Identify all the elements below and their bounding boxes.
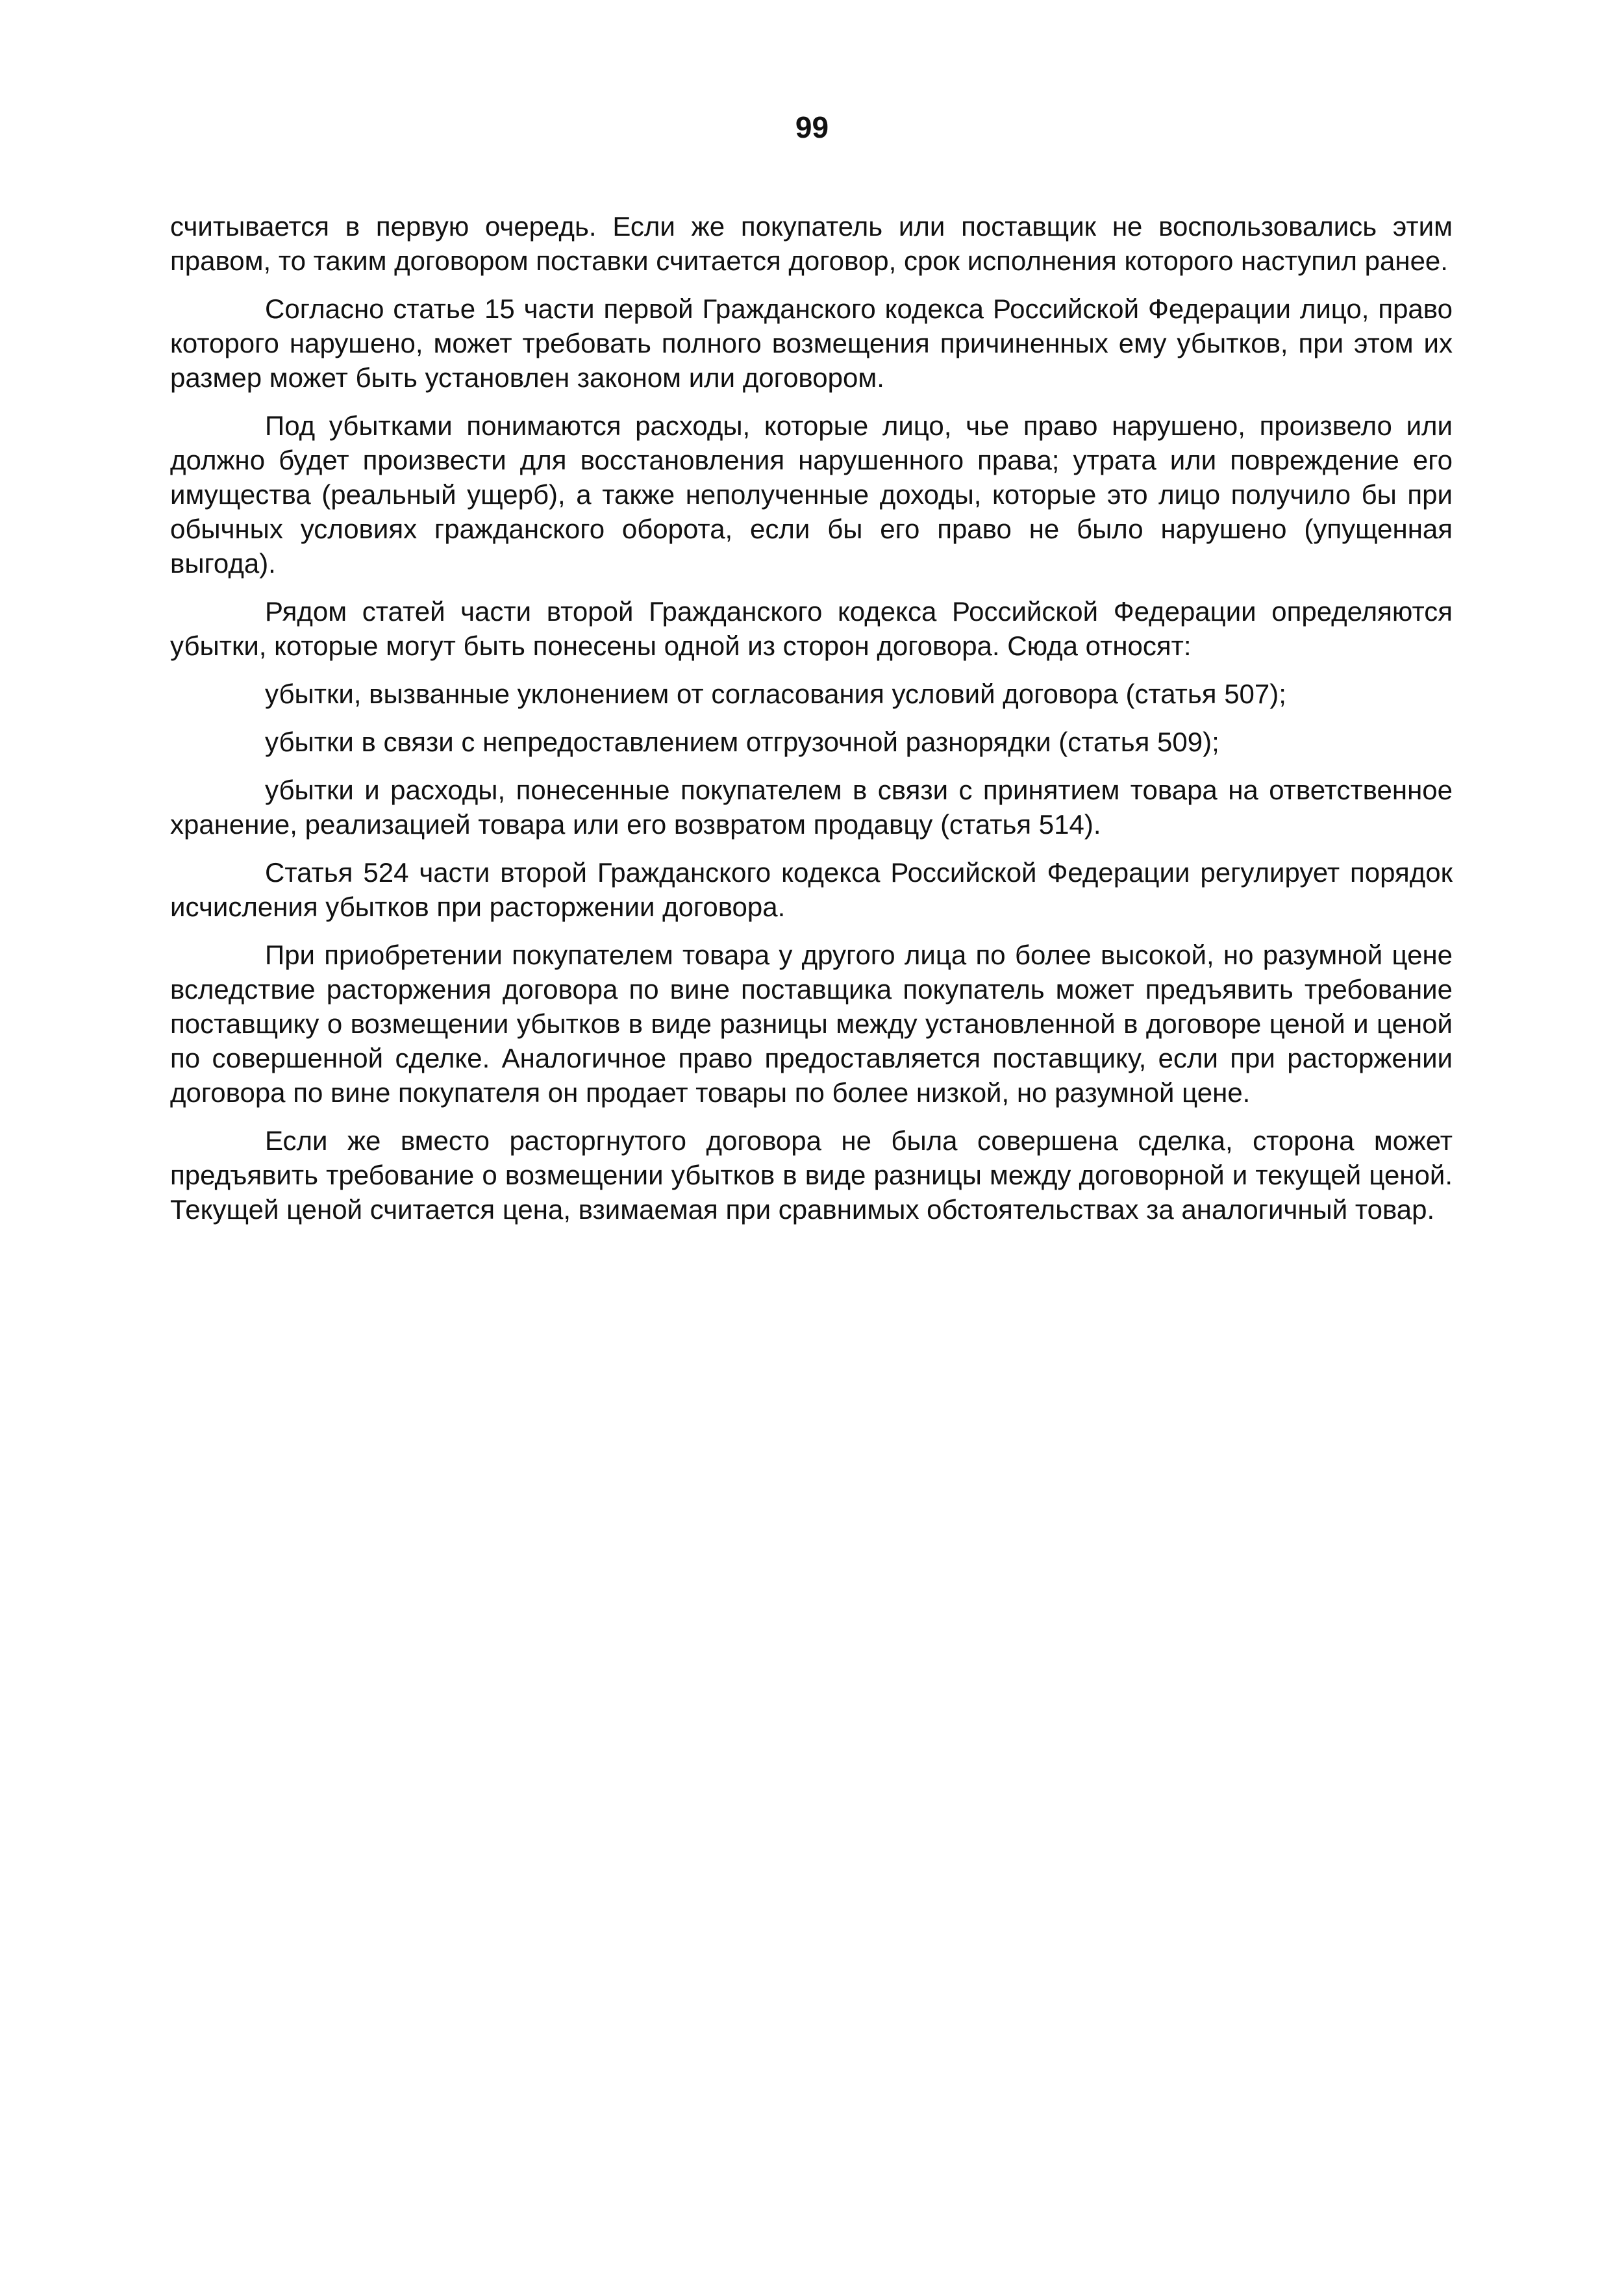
list-item-article-507: убытки, вызванные уклонением от согласования условий договора (статья 507); bbox=[265, 679, 1286, 709]
paragraph-current-price: Если же вместо расторгнутого договора не была совершена сделка, сторона может предъявить требование о возмещении убытков в виде разницы между договорной и текущей ценой. Текущей ценой считается цена, взимаемая при сравнимых обстоятельствах за аналогичный товар. bbox=[170, 1125, 1453, 1225]
paragraph-article-15: Согласно статье 15 части первой Гражданского кодекса Российской Федерации лицо, право которого нарушено, может требовать полного возмещения причиненных ему убытков, при этом их размер может быть установлен законом или договором. bbox=[170, 294, 1453, 393]
list-item-article-509: убытки в связи с непредоставлением отгрузочной разнорядки (статья 509); bbox=[265, 727, 1219, 757]
paragraph-higher-price-purchase: При приобретении покупателем товара у другого лица по более высокой, но разумной цене вследствие расторжения договора по вине поставщика покупатель может предъявить требование поставщику о возмещении убытков в виде разницы между установленной в договоре ценой и ценой по совершенной сделке. Аналогичное право предоставляется поставщику, если при расторжении договора по вине покупателя он продает товары по более низкой, но разумной цене. bbox=[170, 940, 1453, 1108]
page-body bbox=[170, 209, 1453, 1240]
paragraph-continuation: считывается в первую очередь. Если же покупатель или поставщик не воспользовались этим правом, то таким договором поставки считается договор, срок исполнения которого наступил ранее. bbox=[170, 211, 1453, 276]
paragraph-losses-definition: Под убытками понимаются расходы, которые лицо, чье право нарушено, произвело или должно будет произвести для восстановления нарушенного права; утрата или повреждение его имущества (реальный ущерб), а также неполученные доходы, которые это лицо получило бы при обычных условиях гражданского оборота, если бы его право не было нарушено (упущенная выгода). bbox=[170, 410, 1453, 579]
page-number: 99 bbox=[795, 110, 829, 144]
list-item-article-514: убытки и расходы, понесенные покупателем в связи с принятием товара на ответственное хранение, реализацией товара или его возвратом продавцу (статья 514). bbox=[170, 775, 1453, 840]
paragraph-article-524: Статья 524 части второй Гражданского кодекса Российской Федерации регулирует порядок исчисления убытков при расторжении договора. bbox=[170, 857, 1453, 922]
paragraph-articles-intro: Рядом статей части второй Гражданского кодекса Российской Федерации определяются убытки, которые могут быть понесены одной из сторон договора. Сюда относят: bbox=[170, 596, 1453, 661]
